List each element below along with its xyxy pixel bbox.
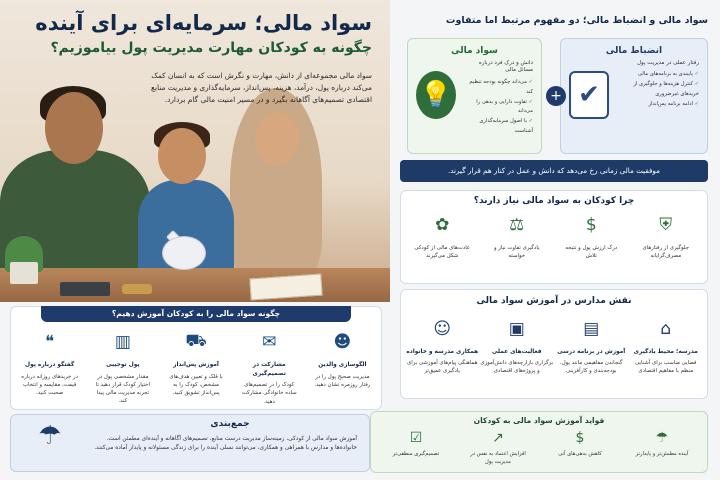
brain-icon: ✿ (435, 215, 450, 235)
why-item-label: عادت‌های مالی از کودکی شکل می‌گیرند (414, 245, 471, 260)
school-item-title: فعالیت‌های عملی (491, 349, 542, 355)
school-item-title: مدرسه؛ محیط یادگیری (633, 349, 698, 355)
schools-section (400, 289, 708, 399)
family-umbrella-icon: ☂ (38, 421, 62, 451)
wallet-icon: ▥ (114, 332, 131, 352)
discipline-item: ✓ پایبندی به برنامه‌های مالی (615, 70, 699, 80)
briefcase-icon: ▣ (508, 319, 525, 339)
literacy-sub: دانش و درک فرد درباره مسائل مالی (478, 60, 533, 74)
benefit-item (549, 427, 611, 467)
father-face (45, 92, 103, 164)
discipline-sub: رفتار عملی در مدیریت پول (637, 60, 699, 66)
page-subtitle: چگونه به کودکان مهارت مدیریت پول بیاموزیم؟ (50, 40, 372, 57)
hero-section (0, 0, 390, 302)
how-title: چگونه سواد مالی را به کودکان آموزش دهیم؟ (41, 306, 351, 322)
why-item (487, 210, 547, 260)
discipline-item: ✓ کنترل هزینه‌ها و جلوگیری از خریدهای غیرضروری (615, 80, 699, 100)
how-item (167, 327, 225, 406)
why-section (400, 190, 708, 284)
why-item-label: درک ارزش پول و نتیجه تلاش (565, 245, 618, 260)
school-item-title: آموزش در برنامه درسی (557, 349, 626, 355)
table (0, 268, 390, 302)
how-item (313, 327, 371, 406)
how-item-title: مشارکت در تصمیم‌گیری (252, 362, 286, 377)
why-item (561, 210, 621, 260)
compare-title: سواد مالی و انضباط مالی؛ دو مفهوم مرتبط اما متفاوت (445, 15, 708, 26)
benefits-section (370, 411, 708, 473)
growth-icon: ↗ (492, 430, 504, 446)
benefit-item-label: افزایش اعتماد به نفس در مدیریت پول (470, 451, 526, 465)
why-title: چرا کودکان به سواد مالی نیاز دارند؟ (473, 196, 635, 206)
school-item (629, 314, 703, 375)
schools-title: نقش مدارس در آموزش سواد مالی (476, 296, 632, 306)
person-check-icon: ☑ (409, 430, 423, 446)
literacy-item: ✓ می‌داند چگونه بودجه تنظیم کند (462, 78, 533, 98)
discipline-heading: انضباط مالی (605, 46, 663, 56)
school-item (405, 314, 479, 375)
school-item-label: گنجاندن مفاهیمی مانند پول، بودجه‌بندی و کارآفرینی (559, 359, 623, 374)
literacy-heading: سواد مالی (451, 46, 498, 56)
benefit-item (467, 427, 529, 467)
child-face (158, 128, 206, 184)
school-item-label: برگزاری بازارچه‌های دانش‌آموزی و پروژه‌های اقتصادی (480, 359, 554, 374)
talk-icon: ❝ (45, 332, 55, 352)
umbrella-icon: ☂ (655, 430, 669, 446)
plant-pot (10, 262, 38, 284)
how-item (94, 327, 152, 406)
how-item-title: گفتگو درباره پول (25, 362, 75, 368)
why-item-label: یادگیری تفاوت نیاز و خواسته (493, 245, 540, 260)
benefit-item-label: آینده مطمئن‌تر و پایدارتر (635, 451, 689, 457)
discipline-card (560, 38, 708, 154)
money-hand-icon: $ (585, 215, 597, 235)
discipline-item: ✓ ادامه برنامه پس‌انداز (615, 100, 699, 110)
school-icon: ⌂ (660, 319, 672, 339)
plus-icon: + (546, 86, 566, 106)
benefit-item-label: تصمیم‌گیری منطقی‌تر (392, 451, 440, 457)
calculator (60, 282, 110, 296)
how-item-title: آموزش پس‌انداز (173, 362, 219, 368)
school-item-label: فضایی مناسب برای آشنایی منظم با مفاهیم اقتصادی (635, 359, 697, 374)
how-item-label: کودک را در تصمیم‌های ساده خانوادگی مشارکت دهید. (241, 382, 297, 405)
coin-stack (122, 284, 152, 294)
school-item-title: همکاری مدرسه و خانواده (406, 349, 479, 355)
why-item (636, 210, 696, 260)
how-item-title: الگوسازی والدین (318, 362, 367, 368)
how-item (21, 327, 79, 406)
summary-section (10, 414, 370, 472)
hand-coin-icon: $ (575, 430, 585, 446)
how-section (10, 306, 382, 410)
school-item-label: هماهنگی پیام‌های آموزشی برای یادگیری عمیق‌تر (407, 359, 478, 374)
shield-icon: ⛨ (659, 215, 673, 235)
literacy-item: ✓ تفاوت دارایی و بدهی را می‌داند (462, 98, 533, 118)
why-item (412, 210, 472, 260)
intro-text: سواد مالی مجموعه‌ای از دانش، مهارت و نگرش است که به انسان کمک می‌کند درباره پول، درآمد، هزینه، پس‌انداز، سرمایه‌گذاری و مدیریت منابع اقتصادی تصمیم‌های آگاهانه بگیرد و در مسیر امنیت مالی گام بردارد. (151, 71, 372, 104)
how-item-label: با قلک و تعیین هدف‌های مشخص، کودک را به پس‌انداز تشویق کنید. (169, 373, 223, 396)
success-banner: موفقیت مالی زمانی رخ می‌دهد که دانش و عمل در کنار هم قرار گیرند. (400, 160, 708, 182)
clipboard-check-icon: ✔ (569, 71, 609, 119)
benefit-item (385, 427, 447, 467)
benefit-item-label: کاهش بدهی‌های آتی (558, 451, 602, 457)
benefit-item (631, 427, 693, 467)
how-item (240, 327, 298, 406)
how-item-label: مدیریت صحیح پول را در رفتار روزمره نشان دهید. (314, 373, 371, 388)
hero-title-block (12, 10, 372, 56)
cart-icon: ⛟ (185, 331, 207, 351)
school-item (480, 314, 554, 375)
lightbulb-head-icon: 💡 (416, 71, 456, 119)
why-item-label: جلوگیری از رفتارهای مصرف‌گرایانه (642, 245, 690, 260)
how-item-label: در خریدهای روزانه درباره قیمت، مقایسه و انتخاب صحبت کنید. (21, 373, 79, 396)
summary-text: آموزش سواد مالی از کودکی، زمینه‌ساز مدیریت درست منابع، تصمیم‌های آگاهانه و آینده‌ای مطمئن است. خانواده‌ها و مدارس با همراهی و همکاری، می‌توانند نسلی آینده را برای زندگی مسئولانه و پایدار آماده می‌کنند. (94, 436, 357, 451)
school-item (554, 314, 628, 375)
piggy-bank-icon (162, 236, 206, 270)
scales-icon: ⚖ (509, 215, 525, 235)
mother-face (255, 112, 299, 166)
how-item-label: مقدار مشخصی پول در اختیار کودک قرار دهید تا تجربه مدیریت مالی پیدا کند. (95, 373, 150, 405)
chat-icon: ✉ (262, 332, 277, 352)
page-title: سواد مالی؛ سرمایه‌ای برای آینده (35, 11, 372, 35)
how-item-title: پول توجیبی (106, 362, 140, 368)
summary-title: جمع‌بندی (210, 419, 250, 429)
literacy-item: ✓ با اصول سرمایه‌گذاری آشناست (462, 117, 533, 137)
literacy-card (407, 38, 542, 154)
family-icon: ☻ (333, 332, 352, 352)
book-icon: ▤ (583, 319, 600, 339)
benefits-title: فواید آموزش سواد مالی به کودکان (473, 416, 605, 425)
people-icon: ☺ (433, 319, 452, 339)
